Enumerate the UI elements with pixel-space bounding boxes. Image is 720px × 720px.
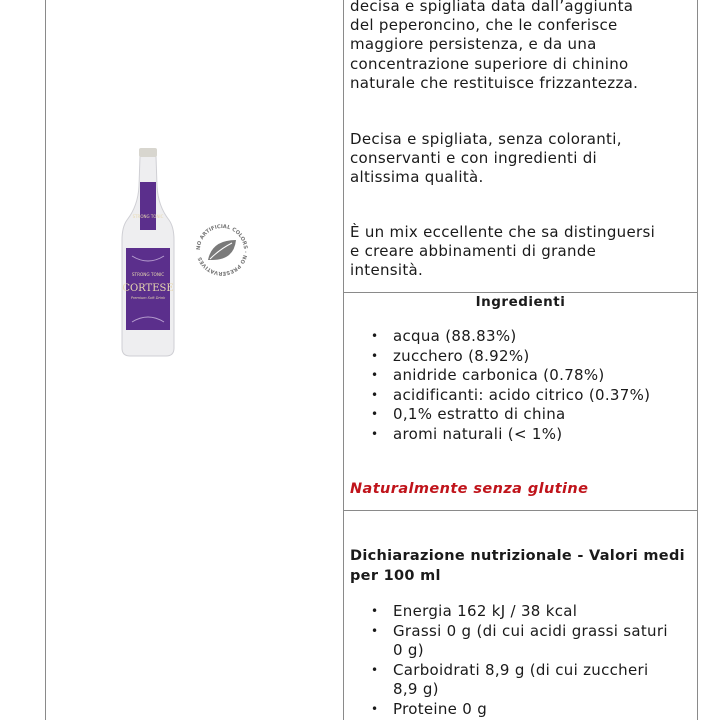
row-divider — [343, 510, 698, 511]
text-line: naturale che restituisce frizzantezza. — [350, 73, 639, 92]
item-text: zucchero (8.92%) — [393, 346, 530, 365]
ingredients-title: Ingredienti — [475, 294, 566, 310]
nutrition-title — [350, 547, 685, 586]
item-text: 8,9 g) — [393, 680, 439, 698]
item-text: acqua (88.83%) — [393, 327, 517, 345]
text-line: Dichiarazione nutrizionale - Valori medi — [350, 548, 685, 564]
list-item: • Proteine 0 g — [371, 699, 488, 718]
text-line: È un mix eccellente che sa distinguersi — [350, 223, 656, 241]
list-item: • Energia 162 kJ / 38 kcal — [371, 602, 578, 620]
text-line: altissima qualità. — [350, 168, 484, 187]
list-item: • acidificanti: acido citrico (0.37%) — [371, 385, 651, 404]
badge-text: NO ARTIFICIAL COLORS · NO PRESERVATIVES — [195, 223, 249, 277]
product-bottle-image — [118, 146, 178, 365]
text-line: decisa e spigliata data dall’aggiunta — [350, 0, 634, 15]
item-text: 0,1% estratto di china — [393, 405, 566, 423]
text-line: intensità. — [350, 261, 424, 280]
row-divider — [343, 292, 698, 293]
text-line: concentrazione superiore di chinino — [350, 54, 629, 73]
list-item: • acqua (88.83%) — [371, 327, 517, 345]
label-top-text: STRONG TONIC — [131, 272, 165, 277]
label-subtitle: Premium Soft Drink — [130, 296, 166, 300]
no-artificial-badge — [192, 220, 252, 284]
gluten-free-note: Naturalmente senza glutine — [350, 481, 589, 497]
text-line: e creare abbinamenti di grande — [350, 242, 597, 261]
list-item: • aromi naturali (< 1%) — [371, 424, 563, 443]
list-item: • Carboidrati 8,9 g (di cui zuccheri 8,9 g) — [371, 660, 649, 698]
item-text: aromi naturali (< 1%) — [393, 424, 563, 443]
text-line: per 100 ml — [350, 567, 441, 584]
list-item: • zucchero (8.92%) — [371, 346, 530, 365]
item-text: Grassi 0 g (di cui acidi grassi saturi — [393, 621, 668, 640]
table-column-divider — [343, 0, 344, 720]
text-line: conservanti e con ingredienti di — [350, 149, 598, 168]
item-text: anidride carbonica (0.78%) — [393, 366, 605, 384]
table-border-right — [697, 0, 698, 720]
text-line: del peperoncino, che le conferisce — [350, 16, 618, 35]
text-line: Decisa e spigliata, senza coloranti, — [350, 130, 622, 148]
item-text: Energia 162 kJ / 38 kcal — [393, 602, 578, 620]
item-text: acidificanti: acido citrico (0.37%) — [393, 385, 651, 404]
ingredients-list — [350, 327, 650, 444]
brand-name: CORTESE — [122, 283, 174, 294]
neck-label-text: STRONG TONIC — [132, 214, 164, 219]
text-line: maggiore persistenza, e da una — [350, 35, 597, 54]
description-paragraph-2 — [350, 130, 622, 188]
description-paragraph-3 — [350, 223, 655, 281]
list-item: • Grassi 0 g (di cui acidi grassi saturi 0 g) — [371, 621, 668, 659]
item-text: Carboidrati 8,9 g (di cui zuccheri — [393, 660, 649, 679]
description-paragraph-1 — [350, 0, 638, 93]
item-text: Proteine 0 g — [393, 699, 488, 718]
nutrition-list — [350, 602, 668, 719]
item-text: 0 g) — [393, 641, 424, 659]
table-border-left — [45, 0, 46, 720]
list-item: • anidride carbonica (0.78%) — [371, 366, 605, 384]
list-item: • 0,1% estratto di china — [371, 405, 566, 423]
